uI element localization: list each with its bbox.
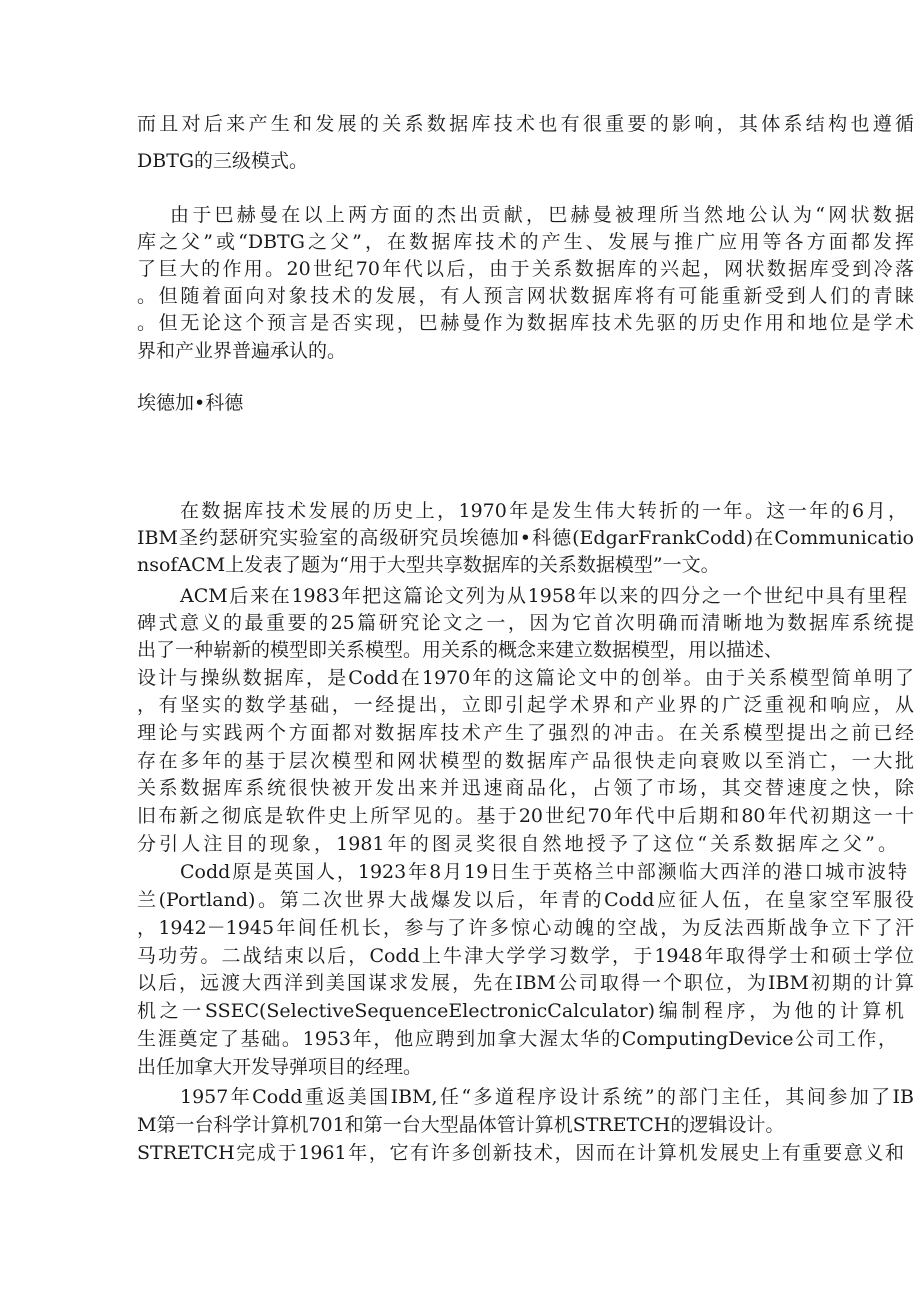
text-line: STRETCH完成于1961年，它有许多创新技术，因而在计算机发展史上有重要意义和 xyxy=(137,1142,904,1164)
text-line: 。但无论这个预言是否实现，巴赫曼作为数据库技术先驱的历史作用和地位是学术 xyxy=(137,312,914,334)
text-line: M第一台科学计算机701和第一台大型晶体管计算机STRETCH的逻辑设计。 xyxy=(137,1114,785,1136)
text-line: 1957年Codd重返美国IBM,任“多道程序设计系统”的部门主任，其间参加了IB xyxy=(180,1086,914,1108)
text-line: 以后，远渡大西洋到美国谋求发展，先在IBM公司取得一个职位，为IBM初期的计算 xyxy=(137,972,914,994)
text-line: 了巨大的作用。20世纪70年代以后，由于关系数据库的兴起，网状数据库受到冷落 xyxy=(137,258,914,280)
text-line: 在数据库技术发展的历史上，1970年是发生伟大转折的一年。这一年的6月， xyxy=(180,500,907,522)
text-line: Codd原是英国人，1923年8月19日生于英格兰中部濒临大西洋的港口城市波特 xyxy=(180,861,907,883)
text-line: 存在多年的基于层次模型和网状模型的数据库产品很快走向衰败以至消亡，一大批 xyxy=(137,750,914,772)
text-line: 旧布新之彻底是软件史上所罕见的。基于20世纪70年代中后期和80年代初期这一十 xyxy=(137,805,914,827)
text-line: ，1942－1945年间任机长，参与了许多惊心动魄的空战，为反法西斯战争立下了汗 xyxy=(137,917,914,939)
text-line: 马功劳。二战结束以后，Codd上牛津大学学习数学，于1948年取得学士和硕士学位 xyxy=(137,945,914,967)
text-line: 界和产业界普遍承认的。 xyxy=(137,340,347,362)
text-line: 而且对后来产生和发展的关系数据库技术也有很重要的影响，其体系结构也遵循 xyxy=(137,113,914,135)
text-line: 出了一种崭新的模型即关系模型。用关系的概念来建立数据模型，用以描述、 xyxy=(137,639,784,661)
text-line: ACM后来在1983年把这篇论文列为从1958年以来的四分之一个世纪中具有里程 xyxy=(180,585,907,607)
text-line: 库之父”或“DBTG之父”，在数据库技术的产生、发展与推广应用等各方面都发挥 xyxy=(137,231,914,253)
text-line: 兰(Portland)。第二次世界大战爆发以后，年青的Codd应征人伍，在皇家空军服役 xyxy=(137,889,914,911)
text-line: DBTG的三级模式。 xyxy=(137,150,309,172)
section-heading: 埃德加•科德 xyxy=(137,392,244,414)
text-line: 设计与操纵数据库，是Codd在1970年的这篇论文中的创举。由于关系模型简单明了 xyxy=(137,667,914,689)
text-line: IBM圣约瑟研究实验室的高级研究员埃德加•科德(EdgarFrankCodd)在Communicatio xyxy=(137,527,914,549)
text-line: 关系数据库系统很快被开发出来并迅速商品化，占领了市场，其交替速度之快，除 xyxy=(137,777,914,799)
text-line: 机之一SSEC(SelectiveSequenceElectronicCalculator)编制程序，为他的计算机 xyxy=(137,1000,904,1022)
text-line: 分引人注目的现象，1981年的图灵奖很自然地授予了这位“关系数据库之父”。 xyxy=(137,833,897,855)
text-line: 碑式意义的最重要的25篇研究论文之一，因为它首次明确而清晰地为数据库系统提 xyxy=(137,612,914,634)
text-line: 。但随着面向对象技术的发展，有人预言网状数据库将有可能重新受到人们的青睐 xyxy=(137,285,914,307)
text-line: 出任加拿大开发导弹项目的经理。 xyxy=(137,1056,423,1078)
text-line: nsofACM上发表了题为“用于大型共享数据库的关系数据模型”一文。 xyxy=(137,554,720,576)
text-line: 由于巴赫曼在以上两方面的杰出贡献，巴赫曼被理所当然地公认为“网状数据 xyxy=(170,204,914,226)
text-line: 生涯奠定了基础。1953年，他应聘到加拿大渥太华的ComputingDevice公司工作， xyxy=(137,1028,897,1050)
text-line: 理论与实践两个方面都对数据库技术产生了强烈的冲击。在关系模型提出之前已经 xyxy=(137,722,914,744)
text-line: ，有坚实的数学基础，一经提出，立即引起学术界和产业界的广泛重视和响应，从 xyxy=(137,694,914,716)
